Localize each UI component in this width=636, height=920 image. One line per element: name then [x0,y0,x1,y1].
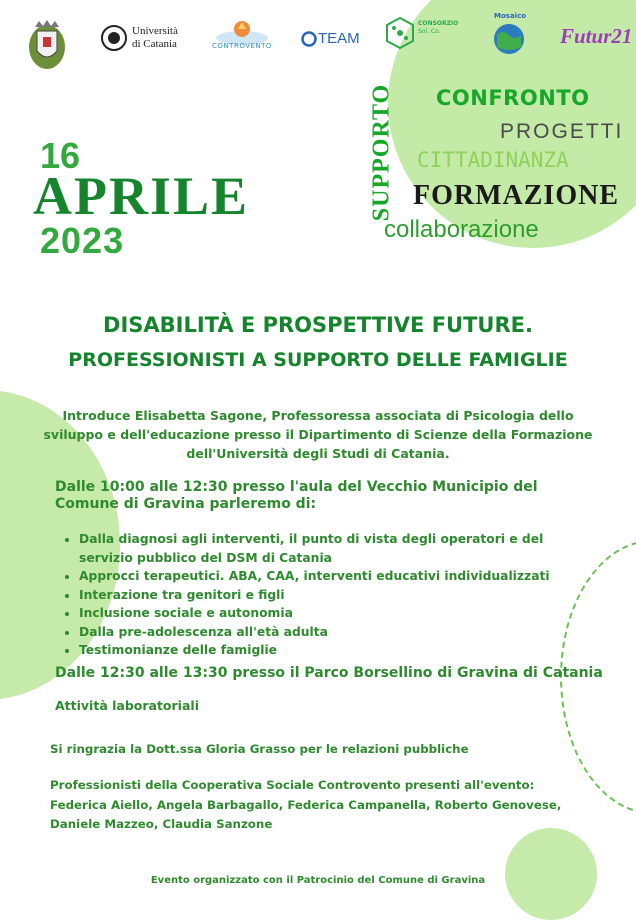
afternoon-schedule: Dalle 12:30 alle 13:30 presso il Parco Borsellino di Gravina di Catania [55,665,603,681]
professionals-names: Federica Aiello, Angela Barbagallo, Federica Campanella, Roberto Genovese, Daniele Mazzeo, Claudia Sanzone [50,798,562,831]
keyword-supporto: SUPPORTO [368,83,395,222]
event-title: DISABILITÀ E PROSPETTIVE FUTURE. [103,313,533,337]
keyword-collaborazione: collaborazione [384,216,539,243]
keyword-formazione: FORMAZIONE [413,180,619,211]
activity-label: Attività laboratoriali [55,698,199,713]
list-item: • Approcci terapeutici. ABA, CAA, interventi educativi individualizzati [79,567,569,586]
unict-logo-line2: di Catania [132,38,177,50]
keyword-cittadinanza: CITTADINANZA [417,148,569,172]
controvento-logo-text: CONTROVENTO [212,42,272,50]
list-item: • Dalla pre-adolescenza all'età adulta [79,623,569,642]
gravina-crest-logo [27,17,67,71]
list-item: • Interazione tra genitori e figli [79,586,569,605]
list-item: • Dalla diagnosi agli interventi, il punto di vista degli operatori e del servizio pubblico del DSM di Catania [79,530,569,567]
consorzio-logo-title: CONSORZIO [418,20,459,27]
professionals-heading: Professionisti della Cooperativa Sociale Controvento presenti all'evento: [50,778,535,792]
mosaico-logo-text: Mosaico [494,12,527,20]
topics-list [62,530,569,660]
unict-logo [100,24,185,54]
list-item: • Inclusione sociale e autonomia [79,604,569,623]
intro-paragraph: Introduce Elisabetta Sagone, Professoressa associata di Psicologia dello sviluppo e dell'educazione presso il Dipartimento di Scienze della Formazione dell'Università degli Studi di Catania. [43,408,593,461]
controvento-logo [210,18,274,54]
event-subtitle: PROFESSIONISTI A SUPPORTO DELLE FAMIGLIE [68,349,568,371]
footer-patronage: Evento organizzato con il Patrocinio del Comune di Gravina [150,875,486,886]
thanks-note: Si ringrazia la Dott.ssa Gloria Grasso per le relazioni pubbliche [50,742,469,756]
team-logo [301,30,366,48]
team-logo-text: TEAM [318,30,360,47]
event-date-day: 16 [40,135,81,176]
unict-logo-line1: Università [132,25,178,37]
list-item: • Testimonianze delle famiglie [79,641,569,660]
morning-schedule: Dalle 10:00 alle 12:30 presso l'aula del Vecchio Municipio del Comune di Gravina parleremo di: [55,479,538,512]
mosaico-logo [484,12,534,58]
keyword-progetti: PROGETTI [500,120,624,143]
consorzio-logo-subtitle: Sol. Co. [418,28,441,35]
keyword-confronto: CONFRONTO [436,86,590,110]
futura-logo [560,24,633,52]
futura-logo-text: Futur21 [560,24,633,48]
decorative-circle-bottom [505,828,597,920]
event-date-year: 2023 [40,220,125,261]
event-date-month: APRILE [33,166,250,226]
